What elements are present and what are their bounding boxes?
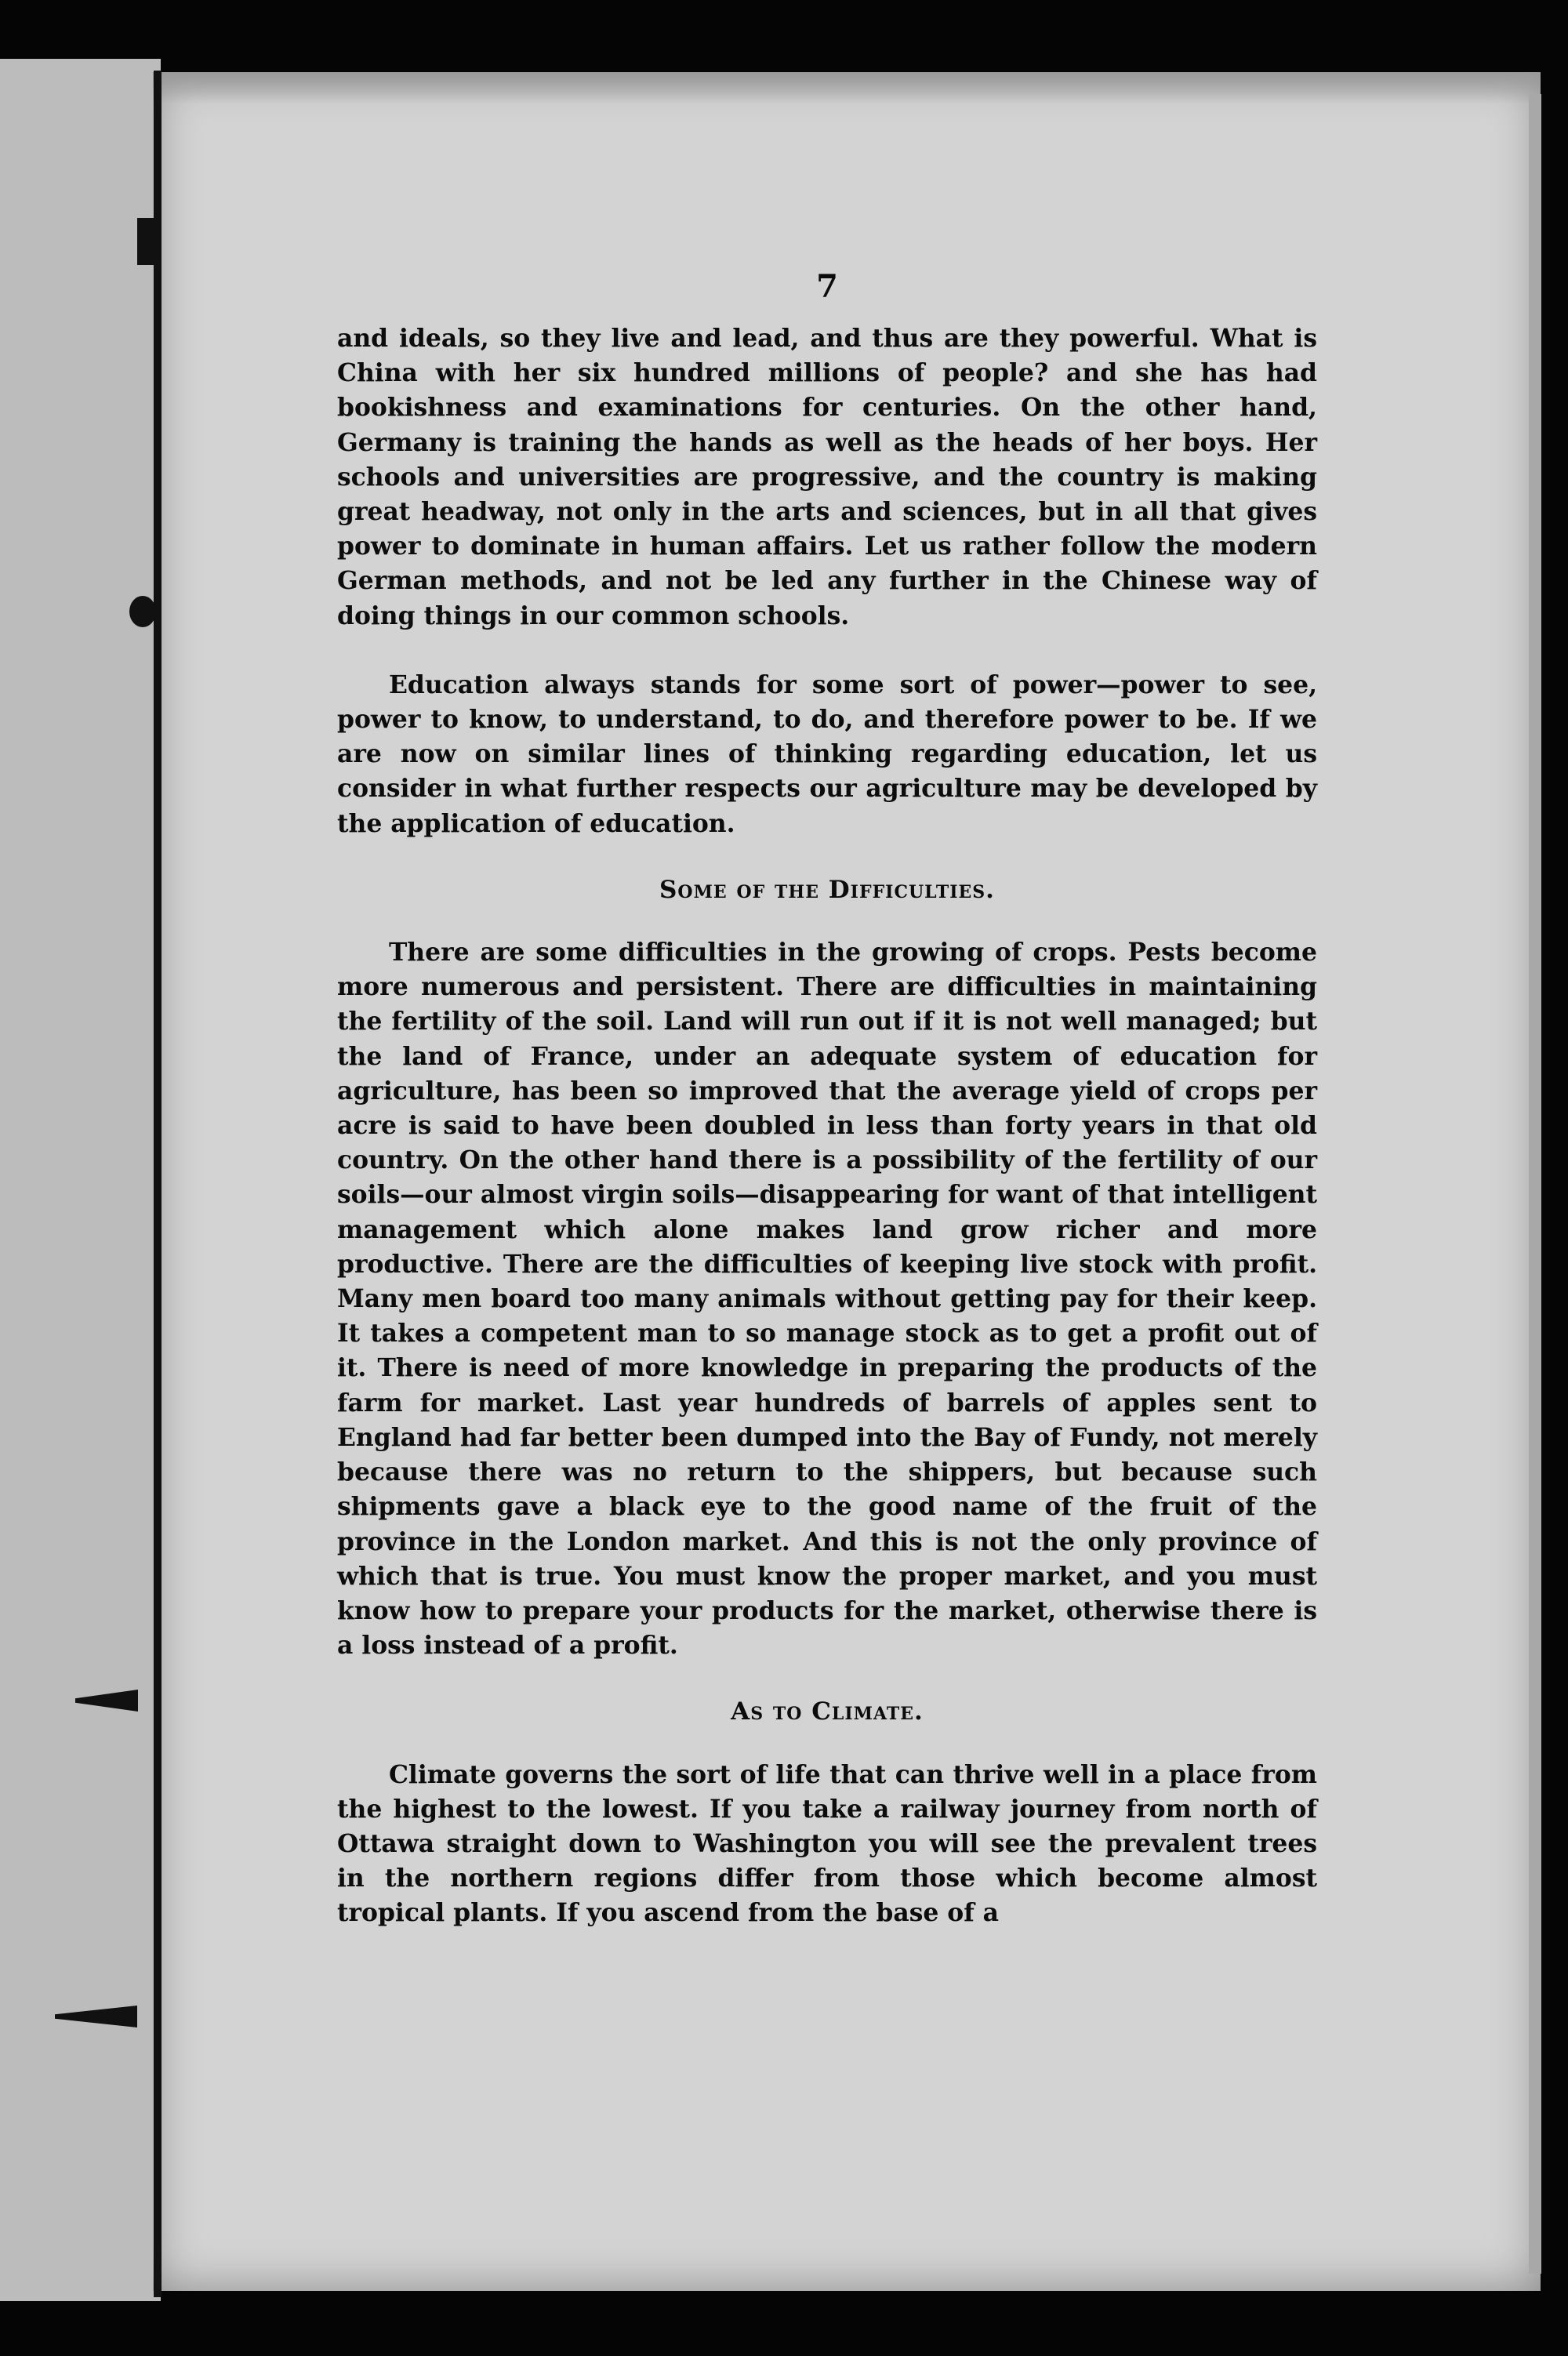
previous-page-edge <box>0 59 161 2301</box>
section-heading: Some of the Difficulties. <box>659 875 995 904</box>
page-number: 7 <box>816 268 838 305</box>
page-right-edge <box>1529 94 1541 2274</box>
paragraph: Climate governs the sort of life that can thrive well in a place from the highest to the lowest. If you take a railway journey from north of Ottawa straight down to Washington you will see the prevalent trees in the northern regions differ from those which become almost tropical plants. If you ascend from the base of a <box>337 1760 1317 1928</box>
paragraph: There are some difficulties in the growing of crops. Pests become more numerous and persistent. There are difficulties in maintaining the fertility of the soil. Land will run out if it is not well managed; but the land of France, under an adequate system of education for agriculture, has been so improved that the average yield of crops per acre is said to have been doubled in less than forty years in that old country. On the other hand there is a possibility of the fertility of our soils—our almost virgin soils—disappearing for want of that intelligent management which alone makes land grow richer and more productive. There are the difficulties of keeping live stock with profit. Many men board too many animals without getting pay for their keep. It takes a competent man to so manage stock as to get a profit out of it. There is need of more knowledge in preparing the products of the farm for market. Last year hundreds of barrels of apples sent to England had far better been dumped into the Bay of Fundy, not merely because there was no return to the shippers, but because such shipments gave a black eye to the good name of the fruit of the province in the London market. And this is not the only province of which that is true. You must know the proper market, and you must know how to prepare your products for the market, otherwise there is a loss instead of a profit. <box>337 938 1317 1661</box>
binding-clip <box>129 596 156 627</box>
paragraph: Education always stands for some sort of power—power to see, power to know, to understand, to do, and therefore power to be. If we are now on similar lines of thinking regarding education, let us consider in what further respects our agriculture may be developed by the application of education. <box>337 670 1317 838</box>
binding-clip <box>137 218 154 265</box>
binding-spine <box>154 71 162 2297</box>
paragraph: and ideals, so they live and lead, and thus are they powerful. What is China with her six hundred millions of people? and she has had bookishness and examinations for centuries. On the other hand, Germany is training the hands as well as the heads of her boys. Her schools and universities are progressive, and the country is making great headway, not only in the arts and sciences, but in all that gives power to dominate in human affairs. Let us rather follow the modern German methods, and not be led any further in the Chinese way of doing things in our common schools. <box>337 325 1317 630</box>
section-heading: As to Climate. <box>731 1697 924 1726</box>
page-text <box>337 267 1317 1931</box>
page-top-shadow <box>153 72 1541 103</box>
